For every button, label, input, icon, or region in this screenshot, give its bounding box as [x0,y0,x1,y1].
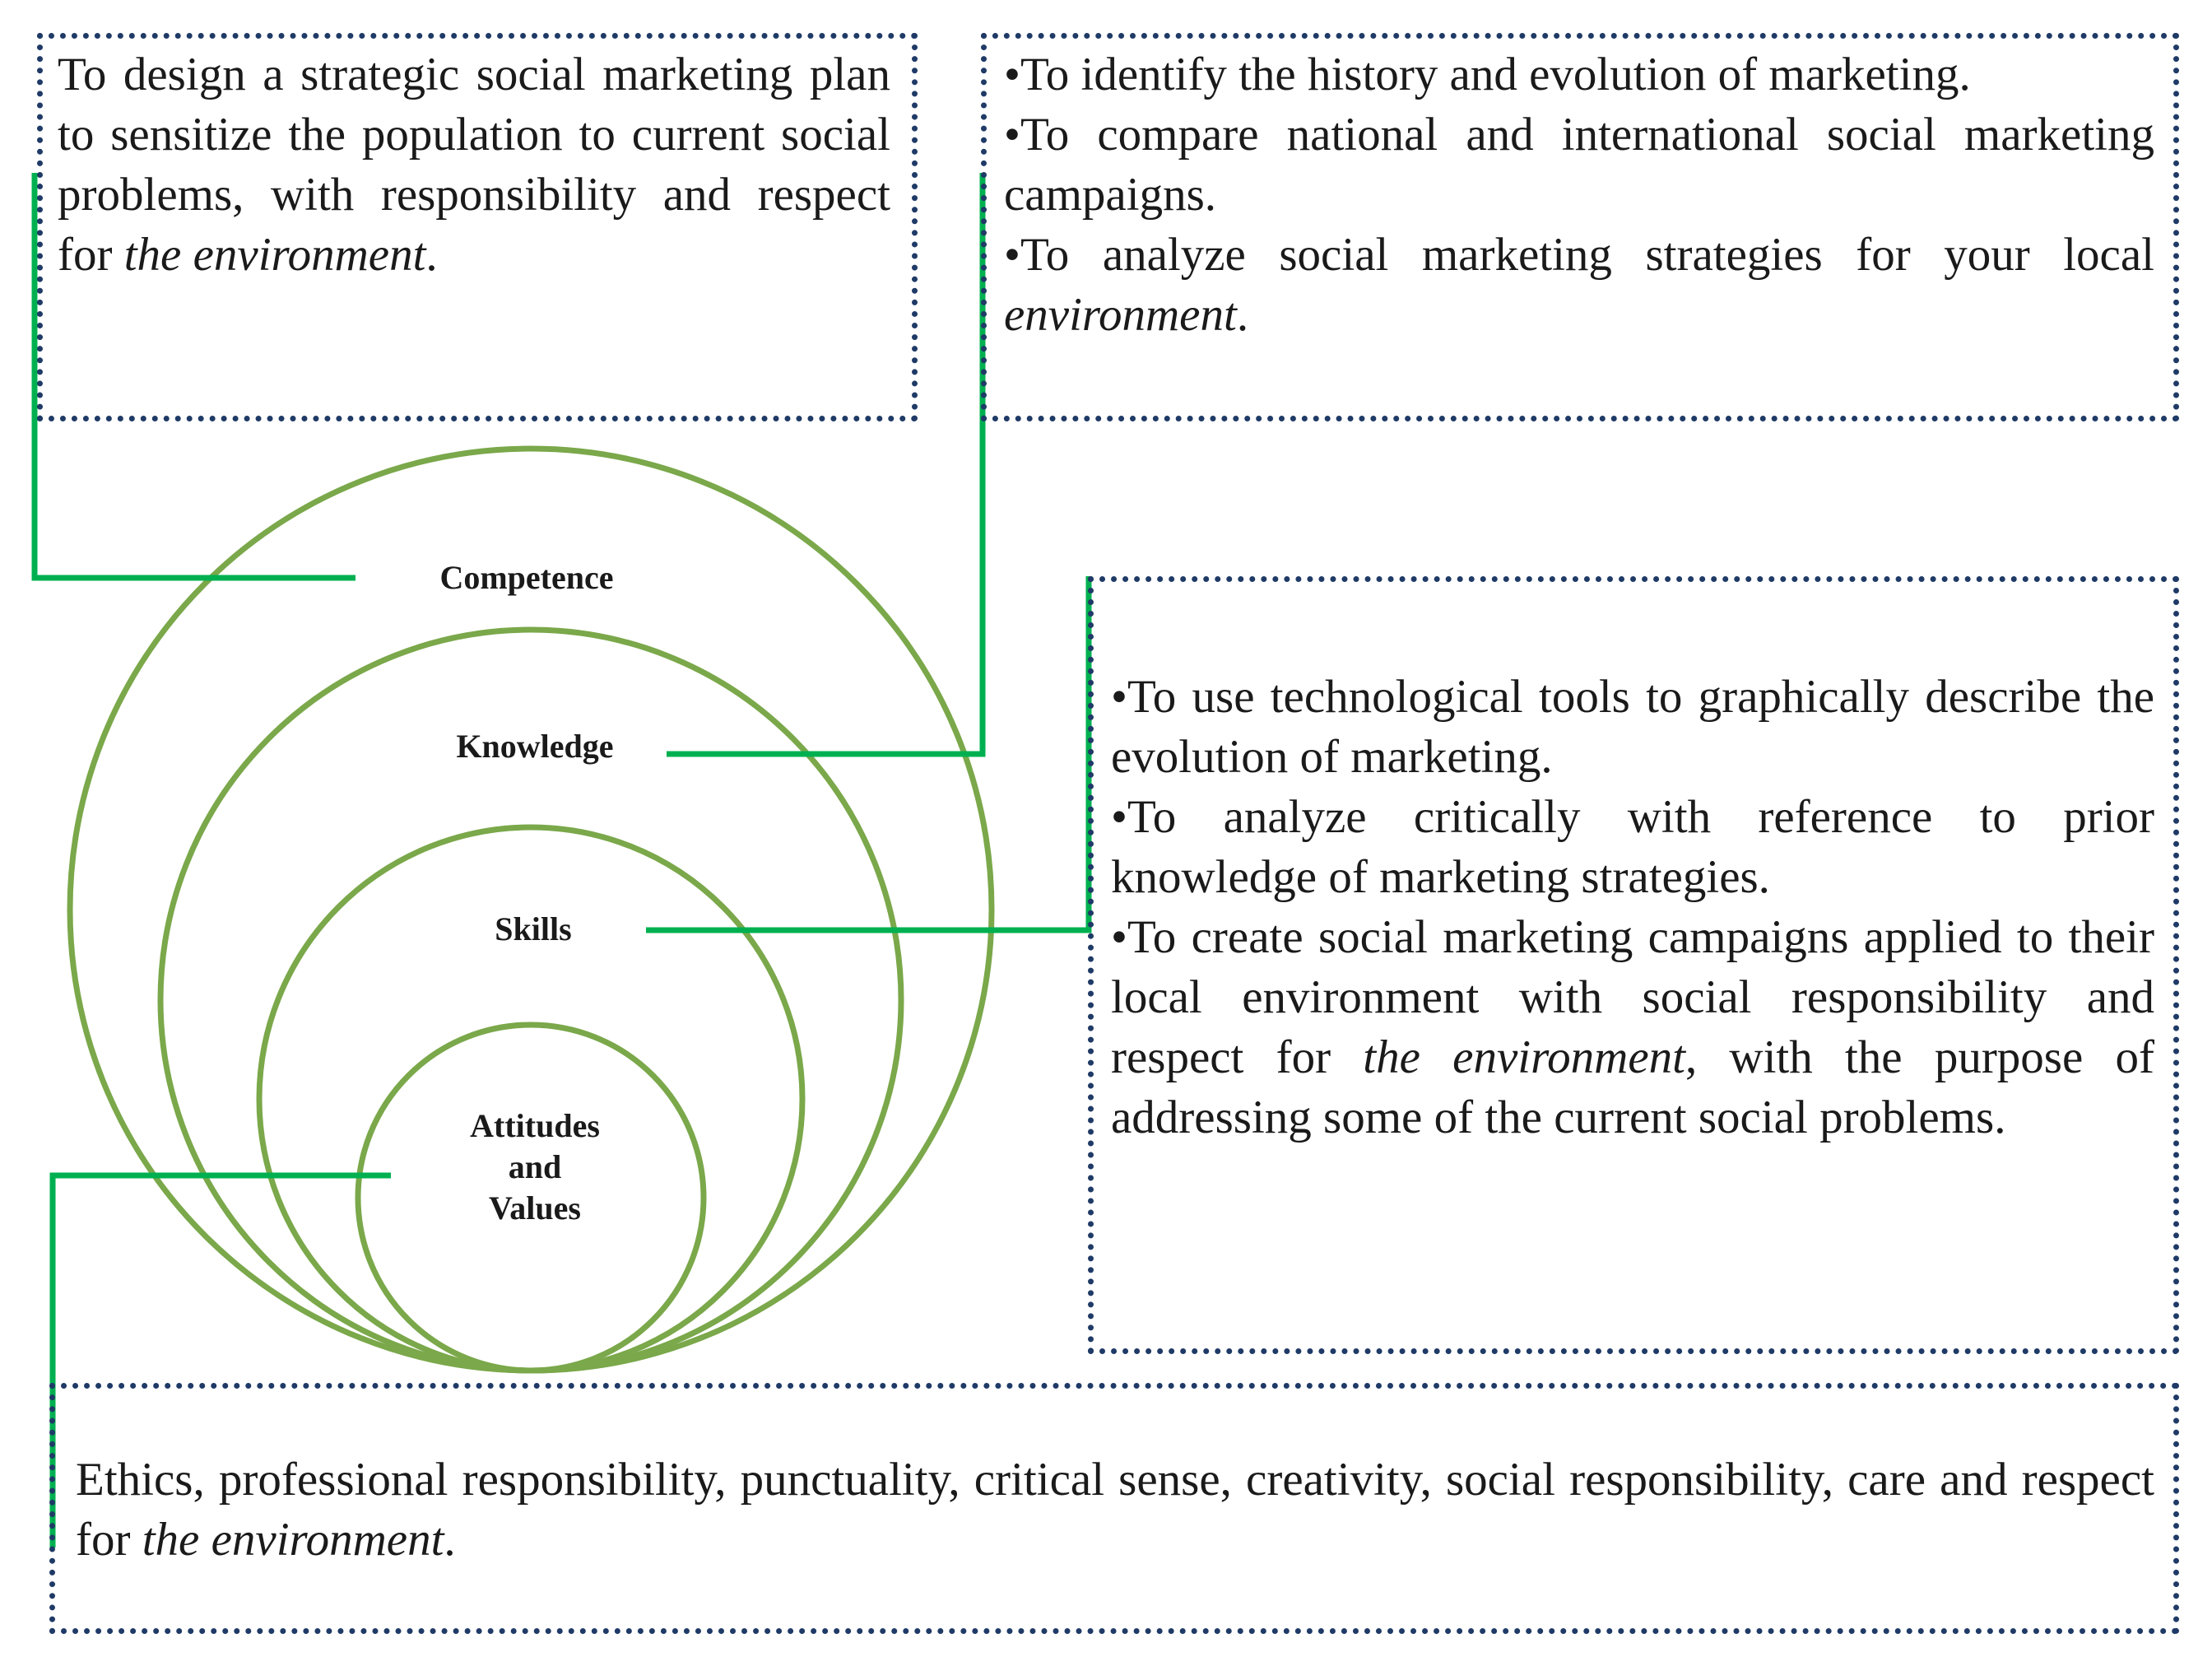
knowledge-bullet-3-emphasis: environment [1004,289,1237,341]
ring-label-knowledge: Knowledge [456,728,614,765]
skills-bullet [1111,907,2154,1147]
skills-bullet-3-emphasis: the environment [1363,1031,1685,1083]
ring-label-values-line: Values [489,1189,581,1226]
competence-statement-end: . [425,229,438,281]
attitudes-statement-emphasis: the environment [142,1514,444,1566]
ring-label-attitudes-line: Attitudes [470,1107,600,1144]
knowledge-bullet [1004,105,2154,225]
knowledge-bullet-3-text: •To analyze social marketing strategies for your local [1004,229,2154,281]
skills-bullet-3-end: , with the purpose of addressing some of the current social problems. [1111,1031,2154,1143]
attitudes-box-text [76,1450,2154,1570]
skills-bullet [1111,667,2154,787]
ring-label-skills: Skills [495,910,572,947]
ring-label-attitudes-values [370,1105,699,1229]
knowledge-bullet-1-text: •To identify the history and evolution of marketing. [1004,49,1971,100]
skills-bullet-3-text: •To create social marketing campaigns applied to their local environment with social responsibility and respect for [1111,911,2154,1083]
knowledge-bullet-2-text: •To compare national and international social marketing campaigns. [1004,109,2154,221]
ring-label-and-line: and [508,1148,562,1185]
knowledge-bullet [1004,225,2154,345]
attitudes-statement-end: . [444,1514,456,1566]
skills-bullet-1-text: •To use technological tools to graphically describe the evolution of marketing. [1111,671,2154,783]
attitudes-statement-text: Ethics, professional responsibility, punctuality, critical sense, creativity, social responsibility, care and respect for [76,1454,2154,1566]
competence-statement [58,44,890,285]
competence-statement-text: To design a strategic social marketing plan to sensitize the population to current social problems, with responsibility and respect for [58,49,890,281]
ring-label-competence: Competence [439,559,614,596]
skills-box-text [1111,667,2154,1147]
knowledge-bullet [1004,44,2154,105]
knowledge-box-text [1004,44,2154,345]
knowledge-bullet-3-end: . [1236,289,1249,341]
competence-statement-emphasis: the environment [123,229,426,281]
skills-bullet-2-text: •To analyze critically with reference to prior knowledge of marketing strategies. [1111,791,2154,903]
competence-box-text [58,44,890,285]
attitudes-statement [76,1450,2154,1570]
skills-bullet [1111,787,2154,907]
